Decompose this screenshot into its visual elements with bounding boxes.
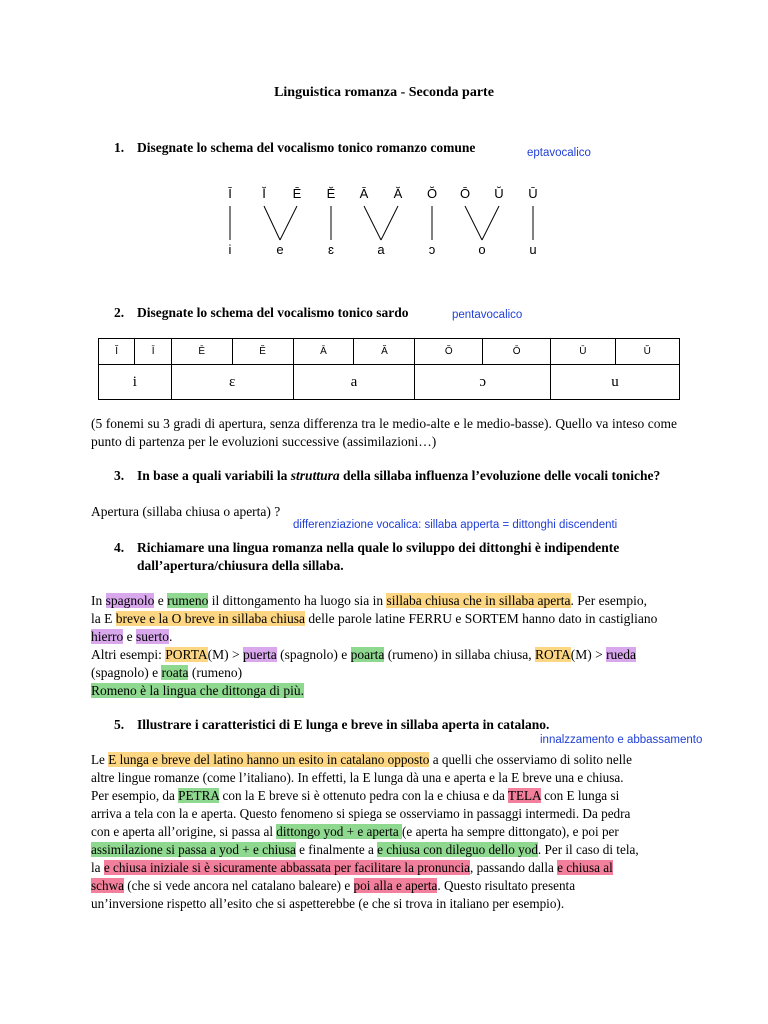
answer-4: In spagnolo e rumeno il dittongamento ha luogo sia in sillaba chiusa che in sillaba aperta. Per esempio, la E breve e la O breve in sillaba chiusa delle parole latine FERRU e SORTEM hanno dato in castigliano hierro e suerto. Altri esempi: PORTA(M) > puerta (spagnolo) e poarta (rumeno) in sillaba chiusa, ROTA(M) > rueda (spagnolo) e roata (rumeno) Romeno è la lingua che dittonga di più.	[91, 593, 658, 698]
latin-vowel-cell: Ă	[354, 339, 415, 365]
romance-vowel: o	[478, 242, 486, 257]
latin-vowel-cell: Ē	[171, 339, 232, 365]
latin-vowel: Ĭ	[262, 186, 266, 201]
latin-vowel: Ō	[459, 186, 471, 201]
latin-vowel-cell: Ō	[483, 339, 551, 365]
sardo-vowel-cell: ɔ	[415, 365, 551, 400]
latin-vowel-cell: Ū	[551, 339, 615, 365]
romance-vowel: ɛ	[328, 242, 334, 257]
handwritten-note: differenziazione vocalica: sillaba apperta = dittonghi discendenti	[293, 519, 618, 531]
sardo-vowel-cell: a	[293, 365, 415, 400]
question-number: 5.	[114, 717, 125, 732]
sardo-vowel-cell: i	[99, 365, 172, 400]
latin-vowel: Ĕ	[326, 186, 336, 201]
handwritten-note: pentavocalico	[452, 309, 523, 321]
question-number: 2.	[114, 305, 125, 320]
latin-vowel-cell: Ĕ	[232, 339, 293, 365]
romance-vowel: u	[529, 242, 537, 257]
latin-vowel: Ī	[228, 186, 232, 201]
handwritten-note: eptavocalico	[527, 147, 591, 159]
question-number: 4.	[114, 540, 125, 555]
latin-vowel-cell: Ŏ	[415, 339, 483, 365]
evolution-lines	[218, 204, 548, 244]
question-text: Disegnate lo schema del vocalismo tonico romanzo comune	[137, 140, 476, 155]
latin-vowel: Ŏ	[426, 186, 438, 201]
question-text: Illustrare i caratteristici di E lunga e breve in sillaba aperta in catalano.	[137, 717, 550, 732]
romance-vowel: ɔ	[428, 242, 436, 257]
latin-vowel: Ā	[359, 186, 369, 201]
question-number: 3.	[114, 468, 125, 483]
latin-vowel-cell: Ŭ	[615, 339, 679, 365]
latin-vowel: Ū	[528, 186, 538, 201]
question-text: In base a quali variabili la struttura della sillaba influenza l’evoluzione delle vocali toniche?	[137, 468, 661, 483]
latin-vowel-cell: Ĭ	[99, 339, 135, 365]
romance-vowel: a	[377, 242, 385, 257]
question-text: Richiamare una lingua romanza nella quale lo sviluppo dei dittonghi è indipendente dall’apertura/chiusura della sillaba.	[137, 540, 620, 573]
question-number: 1.	[114, 140, 125, 155]
latin-vowel-cell: Ā	[293, 339, 354, 365]
question-text: Disegnate lo schema del vocalismo tonico sardo	[137, 305, 409, 320]
handwritten-note: innalzzamento e abbassamento	[540, 734, 703, 746]
romance-vowel: i	[228, 242, 232, 257]
latin-vowel-cell: Ī	[135, 339, 171, 365]
latin-vowel: Ē	[292, 186, 302, 201]
answer-5: Le E lunga e breve del latino hanno un esito in catalano opposto a quelli che osserviamo di solito nelle altre lingue romanze (come l’italiano). In effetti, la E lunga dà una e aperta e la E breve una e chiusa. Per esempio, da PETRA con la E breve si è ottenuto pedra con la e chiusa e da TELA con E lunga si arriva a tela con la e aperta. Questo fenomeno si spiega se osserviamo in passaggi intermedi. Da pedra con e aperta all’origine, si passa al dittongo yod + e aperta (e aperta ha sempre dittongato), e poi per assimilazione si passa a yod + e chiusa e finalmente a e chiusa con dileguo dello yod. Per il caso di tela, la e chiusa iniziale si è sicuramente abbassata per facilitare la pronuncia, passando dalla e chiusa al schwa (che si vede ancora nel catalano baleare) e poi alla e aperta. Questo risultato presenta un’inversione rispetto all’esito che si aspetterebbe (e che si trova in italiano per esempio).	[91, 752, 639, 911]
sardo-vowel-cell: ɛ	[171, 365, 293, 400]
latin-vowel: Ă	[393, 186, 403, 201]
answer-2: (5 fonemi su 3 gradi di apertura, senza differenza tra le medio-alte e le medio-basse). Quello va inteso come punto di partenza per le evoluzioni successive (assimilazioni…)	[91, 416, 677, 449]
romance-vowel: e	[276, 242, 284, 257]
answer-3: Apertura (sillaba chiusa o aperta) ?	[91, 504, 281, 519]
vowel-scheme-diagram	[218, 186, 548, 261]
sardo-vowel-table	[98, 338, 680, 400]
sardo-vowel-cell: u	[551, 365, 680, 400]
page-title: Linguistica romanza - Seconda parte	[274, 85, 494, 100]
latin-vowel: Ŭ	[494, 186, 504, 201]
